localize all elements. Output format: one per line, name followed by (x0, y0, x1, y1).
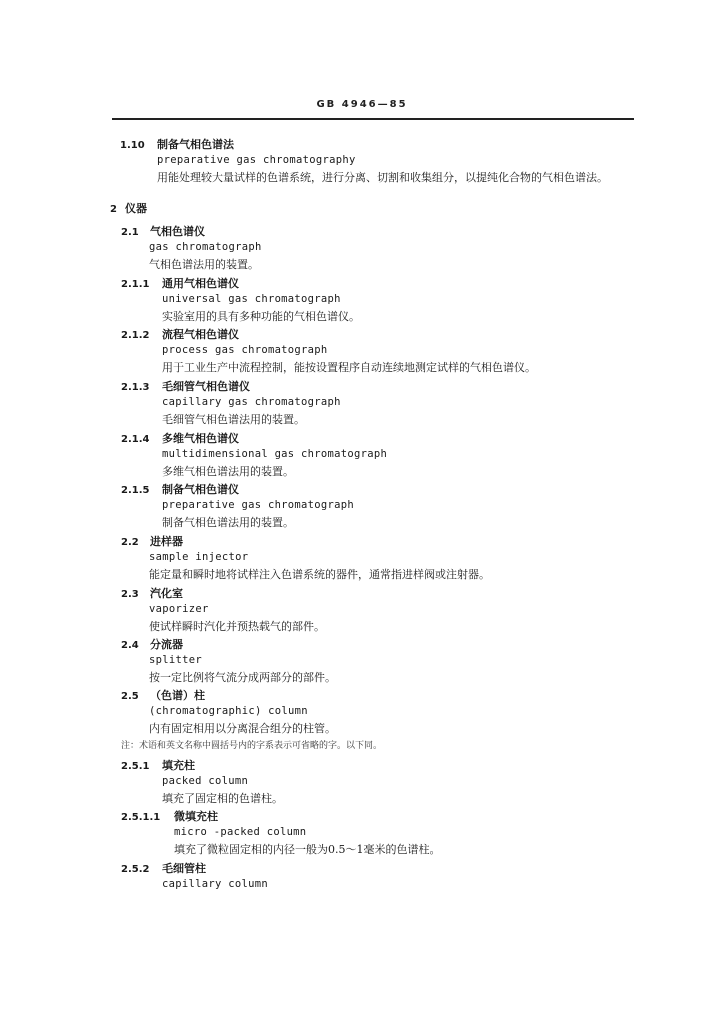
entry-term: 毛细管气相色谱仪 (162, 380, 250, 393)
document-header: GB 4946—85 (316, 99, 408, 110)
entry-number: 2.5.2 (121, 864, 150, 875)
note: 注：术语和英文名称中圆括号内的字系表示可省略的字。以下同。 (121, 741, 383, 751)
entry-number: 2 (110, 204, 117, 215)
entry-2-5-2-heading (121, 862, 206, 876)
entry-2-3-heading (121, 587, 183, 601)
entry-definition: 毛细管气相色谱法用的装置。 (162, 413, 305, 426)
entry-number: 2.5 (121, 691, 139, 702)
entry-term: 微填充柱 (174, 810, 218, 823)
entry-number: 2.4 (121, 640, 139, 651)
entry-term: 仪器 (125, 202, 147, 215)
entry-english: sample injector (149, 551, 249, 563)
entry-definition: 内有固定相用以分离混合组分的柱管。 (149, 722, 336, 735)
entry-english: (chromatographic) column (149, 705, 308, 717)
entry-english: micro -packed column (174, 826, 307, 838)
entry-2-1-3-heading (121, 380, 250, 394)
entry-term: 制备气相色谱法 (157, 138, 234, 151)
entry-english: process gas chromatograph (162, 344, 328, 356)
entry-definition: 气相色谱法用的装置。 (149, 258, 259, 271)
entry-term: 汽化室 (150, 587, 183, 600)
entry-english: preparative gas chromatograph (162, 499, 355, 511)
entry-number: 2.5.1.1 (121, 812, 161, 823)
entry-definition: 填充了固定相的色谱柱。 (162, 792, 283, 805)
entry-2-2-heading (121, 535, 183, 549)
entry-2-1-4-heading (121, 432, 239, 446)
entry-2-5-heading (121, 689, 205, 703)
entry-number: 2.5.1 (121, 761, 150, 772)
entry-english: preparative gas chromatography (157, 154, 356, 166)
entry-2-5-1-1-heading (121, 810, 218, 824)
entry-term: 毛细管柱 (162, 862, 206, 875)
entry-number: 2.1.5 (121, 485, 150, 496)
entry-term: 流程气相色谱仪 (162, 328, 239, 341)
entry-term: （色谱）柱 (150, 689, 205, 702)
entry-definition: 用于工业生产中流程控制，能按设置程序自动连续地测定试样的气相色谱仪。 (162, 361, 536, 374)
entry-english: packed column (162, 775, 249, 787)
entry-number: 2.1 (121, 227, 139, 238)
entry-2-1-heading (121, 225, 205, 239)
entry-number: 2.2 (121, 537, 139, 548)
entry-2-1-2-heading (121, 328, 239, 342)
entry-definition: 使试样瞬时汽化并预热载气的部件。 (149, 620, 325, 633)
entry-english: universal gas chromatograph (162, 293, 341, 305)
entry-term: 填充柱 (162, 759, 195, 772)
entry-english: multidimensional gas chromatograph (162, 448, 388, 460)
entry-number: 1.10 (120, 140, 145, 151)
entry-2-1-1-heading (121, 277, 239, 291)
entry-definition: 填充了微粒固定相的内径一般为0.5～1毫米的色谱柱。 (174, 843, 441, 856)
entry-definition: 能定量和瞬时地将试样注入色谱系统的器件，通常指进样阀或注射器。 (149, 568, 490, 581)
entry-english: splitter (149, 654, 202, 666)
entry-definition: 实验室用的具有多种功能的气相色谱仪。 (162, 310, 360, 323)
entry-2-4-heading (121, 638, 183, 652)
entry-definition: 制备气相色谱法用的装置。 (162, 516, 294, 529)
entry-english: capillary gas chromatograph (162, 396, 341, 408)
entry-definition: 多维气相色谱法用的装置。 (162, 465, 294, 478)
entry-term: 多维气相色谱仪 (162, 432, 239, 445)
entry-number: 2.1.2 (121, 330, 150, 341)
entry-term: 进样器 (150, 535, 183, 548)
entry-number: 2.3 (121, 589, 139, 600)
entry-definition: 按一定比例将气流分成两部分的部件。 (149, 671, 336, 684)
entry-2-5-1-heading (121, 759, 195, 773)
entry-1-10-heading (120, 138, 234, 152)
entry-english: vaporizer (149, 603, 209, 615)
entry-term: 分流器 (150, 638, 183, 651)
entry-term: 通用气相色谱仪 (162, 277, 239, 290)
entry-term: 制备气相色谱仪 (162, 483, 239, 496)
entry-english: capillary column (162, 878, 268, 890)
entry-2-1-5-heading (121, 483, 239, 497)
header-rule (112, 118, 634, 120)
entry-definition: 用能处理较大量试样的色谱系统，进行分离、切割和收集组分，以提纯化合物的气相色谱法。 (157, 171, 608, 184)
entry-number: 2.1.3 (121, 382, 150, 393)
entry-english: gas chromatograph (149, 241, 262, 253)
entry-number: 2.1.4 (121, 434, 150, 445)
entry-number: 2.1.1 (121, 279, 150, 290)
section-2-heading (110, 202, 147, 216)
entry-term: 气相色谱仪 (150, 225, 205, 238)
